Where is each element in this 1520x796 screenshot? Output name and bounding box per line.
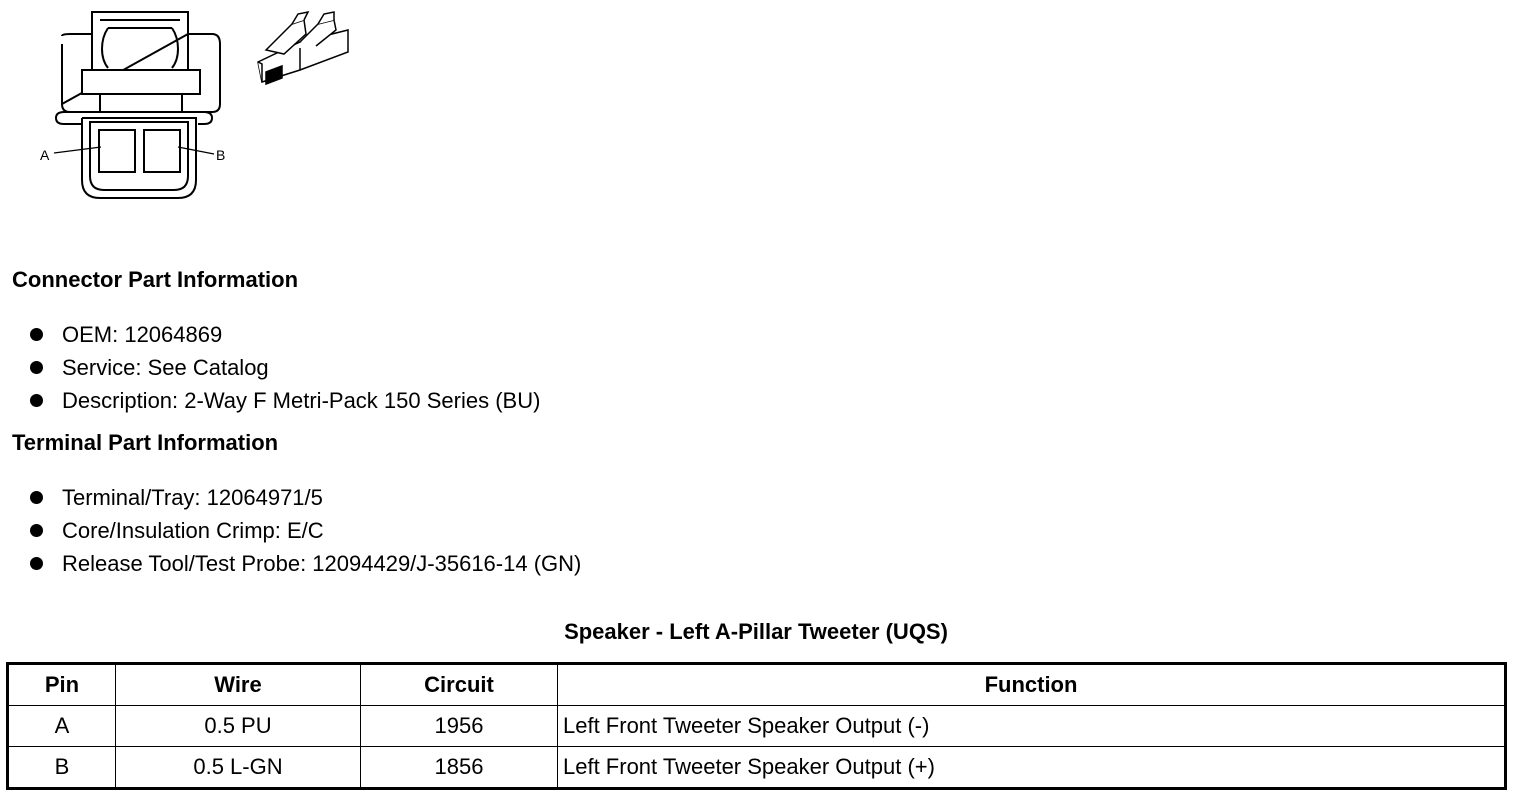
bullet-icon bbox=[30, 328, 43, 341]
function-cell: Left Front Tweeter Speaker Output (-) bbox=[558, 706, 1506, 747]
terminal-part-info-list bbox=[28, 481, 581, 580]
table-row bbox=[8, 706, 1506, 747]
list-item bbox=[28, 547, 581, 580]
pin-a-callout bbox=[40, 147, 101, 163]
bullet-icon bbox=[30, 524, 43, 537]
table-header-row bbox=[8, 664, 1506, 706]
pin-b-callout bbox=[178, 147, 225, 163]
connector-part-info-list bbox=[28, 318, 540, 417]
circuit-cell: 1856 bbox=[361, 747, 558, 789]
list-item-text: Core/Insulation Crimp: E/C bbox=[62, 518, 324, 543]
function-cell: Left Front Tweeter Speaker Output (+) bbox=[558, 747, 1506, 789]
terminal-part-info-heading: Terminal Part Information bbox=[12, 430, 279, 455]
list-item-text: Release Tool/Test Probe: 12094429/J-35616-14 (GN) bbox=[62, 551, 582, 576]
connector-diagram bbox=[0, 0, 360, 210]
pin-cell: B bbox=[8, 747, 116, 789]
column-header-wire: Wire bbox=[116, 664, 361, 706]
connector-isometric-view bbox=[258, 12, 348, 84]
bullet-icon bbox=[30, 557, 43, 570]
connector-part-info-heading: Connector Part Information bbox=[12, 267, 299, 292]
pin-b-label: B bbox=[216, 147, 226, 163]
bullet-icon bbox=[30, 394, 43, 407]
pinout-table bbox=[6, 662, 1507, 790]
list-item bbox=[28, 384, 540, 417]
list-item bbox=[28, 481, 581, 514]
pin-cell: A bbox=[8, 706, 116, 747]
bullet-icon bbox=[30, 361, 43, 374]
column-header-function: Function bbox=[558, 664, 1506, 706]
table-row bbox=[8, 747, 1506, 789]
wire-cell: 0.5 PU bbox=[116, 706, 361, 747]
circuit-cell: 1956 bbox=[361, 706, 558, 747]
connector-face-view bbox=[56, 12, 220, 198]
table-title: Speaker - Left A-Pillar Tweeter (UQS) bbox=[564, 619, 948, 644]
list-item-text: Terminal/Tray: 12064971/5 bbox=[62, 485, 323, 510]
column-header-circuit: Circuit bbox=[361, 664, 558, 706]
column-header-pin: Pin bbox=[8, 664, 116, 706]
list-item bbox=[28, 351, 540, 384]
list-item-text: Service: See Catalog bbox=[62, 355, 269, 380]
list-item bbox=[28, 514, 581, 547]
list-item-text: Description: 2-Way F Metri-Pack 150 Series (BU) bbox=[62, 388, 541, 413]
wire-cell: 0.5 L-GN bbox=[116, 747, 361, 789]
pin-a-label: A bbox=[40, 147, 50, 163]
list-item-text: OEM: 12064869 bbox=[62, 322, 223, 347]
bullet-icon bbox=[30, 491, 43, 504]
list-item bbox=[28, 318, 540, 351]
